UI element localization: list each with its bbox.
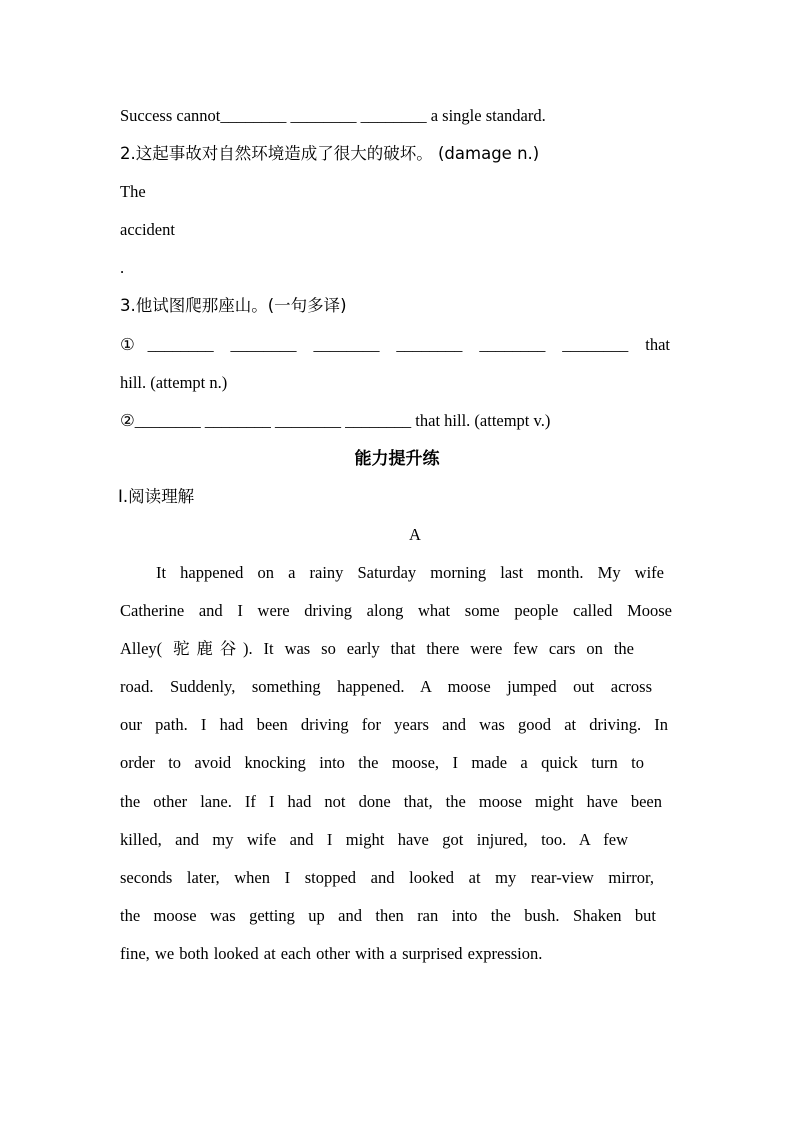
passage-line: the moose was getting up and then ran into the bush. Shaken but	[120, 906, 656, 925]
question-3-prompt: 3.他试图爬那座山。(一句多译)	[120, 296, 347, 315]
question-3-option-2-line: ②________ ________ ________ ________ that hill. (attempt v.)	[120, 411, 551, 430]
passage-label: A	[409, 525, 421, 544]
passage-line: the other lane. If I had not done that, the moose might have been	[120, 792, 662, 811]
subsection-title: Ⅰ.阅读理解	[118, 487, 195, 506]
question-3-option-1-line-1: ①________ ________ ________ ________ ________ ________ that	[120, 335, 670, 354]
passage-line: order to avoid knocking into the moose, I made a quick turn to	[120, 753, 644, 772]
passage-line: fine, we both looked at each other with a surprised expression.	[120, 944, 543, 963]
passage-line: road. Suddenly, something happened. A moose jumped out across	[120, 677, 652, 696]
passage-line: Alley( 驼鹿谷). It was so early that there were few cars on the	[120, 639, 634, 658]
passage-line: our path. I had been driving for years and was good at driving. In	[120, 715, 668, 734]
question-2-prompt: 2.这起事故对自然环境造成了很大的破坏。 (damage n.)	[120, 144, 540, 163]
question-3-option-1-line-2: hill. (attempt n.)	[120, 373, 228, 392]
passage-line: killed, and my wife and I might have got injured, too. A few	[120, 830, 628, 849]
question-2-answer-period: .	[120, 258, 125, 277]
section-title: 能力提升练	[354, 449, 440, 469]
passage-line: It happened on a rainy Saturday morning last month. My wife	[156, 563, 664, 582]
passage-line: seconds later, when I stopped and looked at my rear-view mirror,	[120, 868, 654, 887]
passage-line: Catherine and I were driving along what some people called Moose	[120, 601, 672, 620]
question-2-answer-the: The	[120, 182, 146, 201]
question-2-answer-accident: accident	[120, 220, 175, 239]
question-1-line: Success cannot________ ________ ________ a single standard.	[120, 106, 546, 125]
